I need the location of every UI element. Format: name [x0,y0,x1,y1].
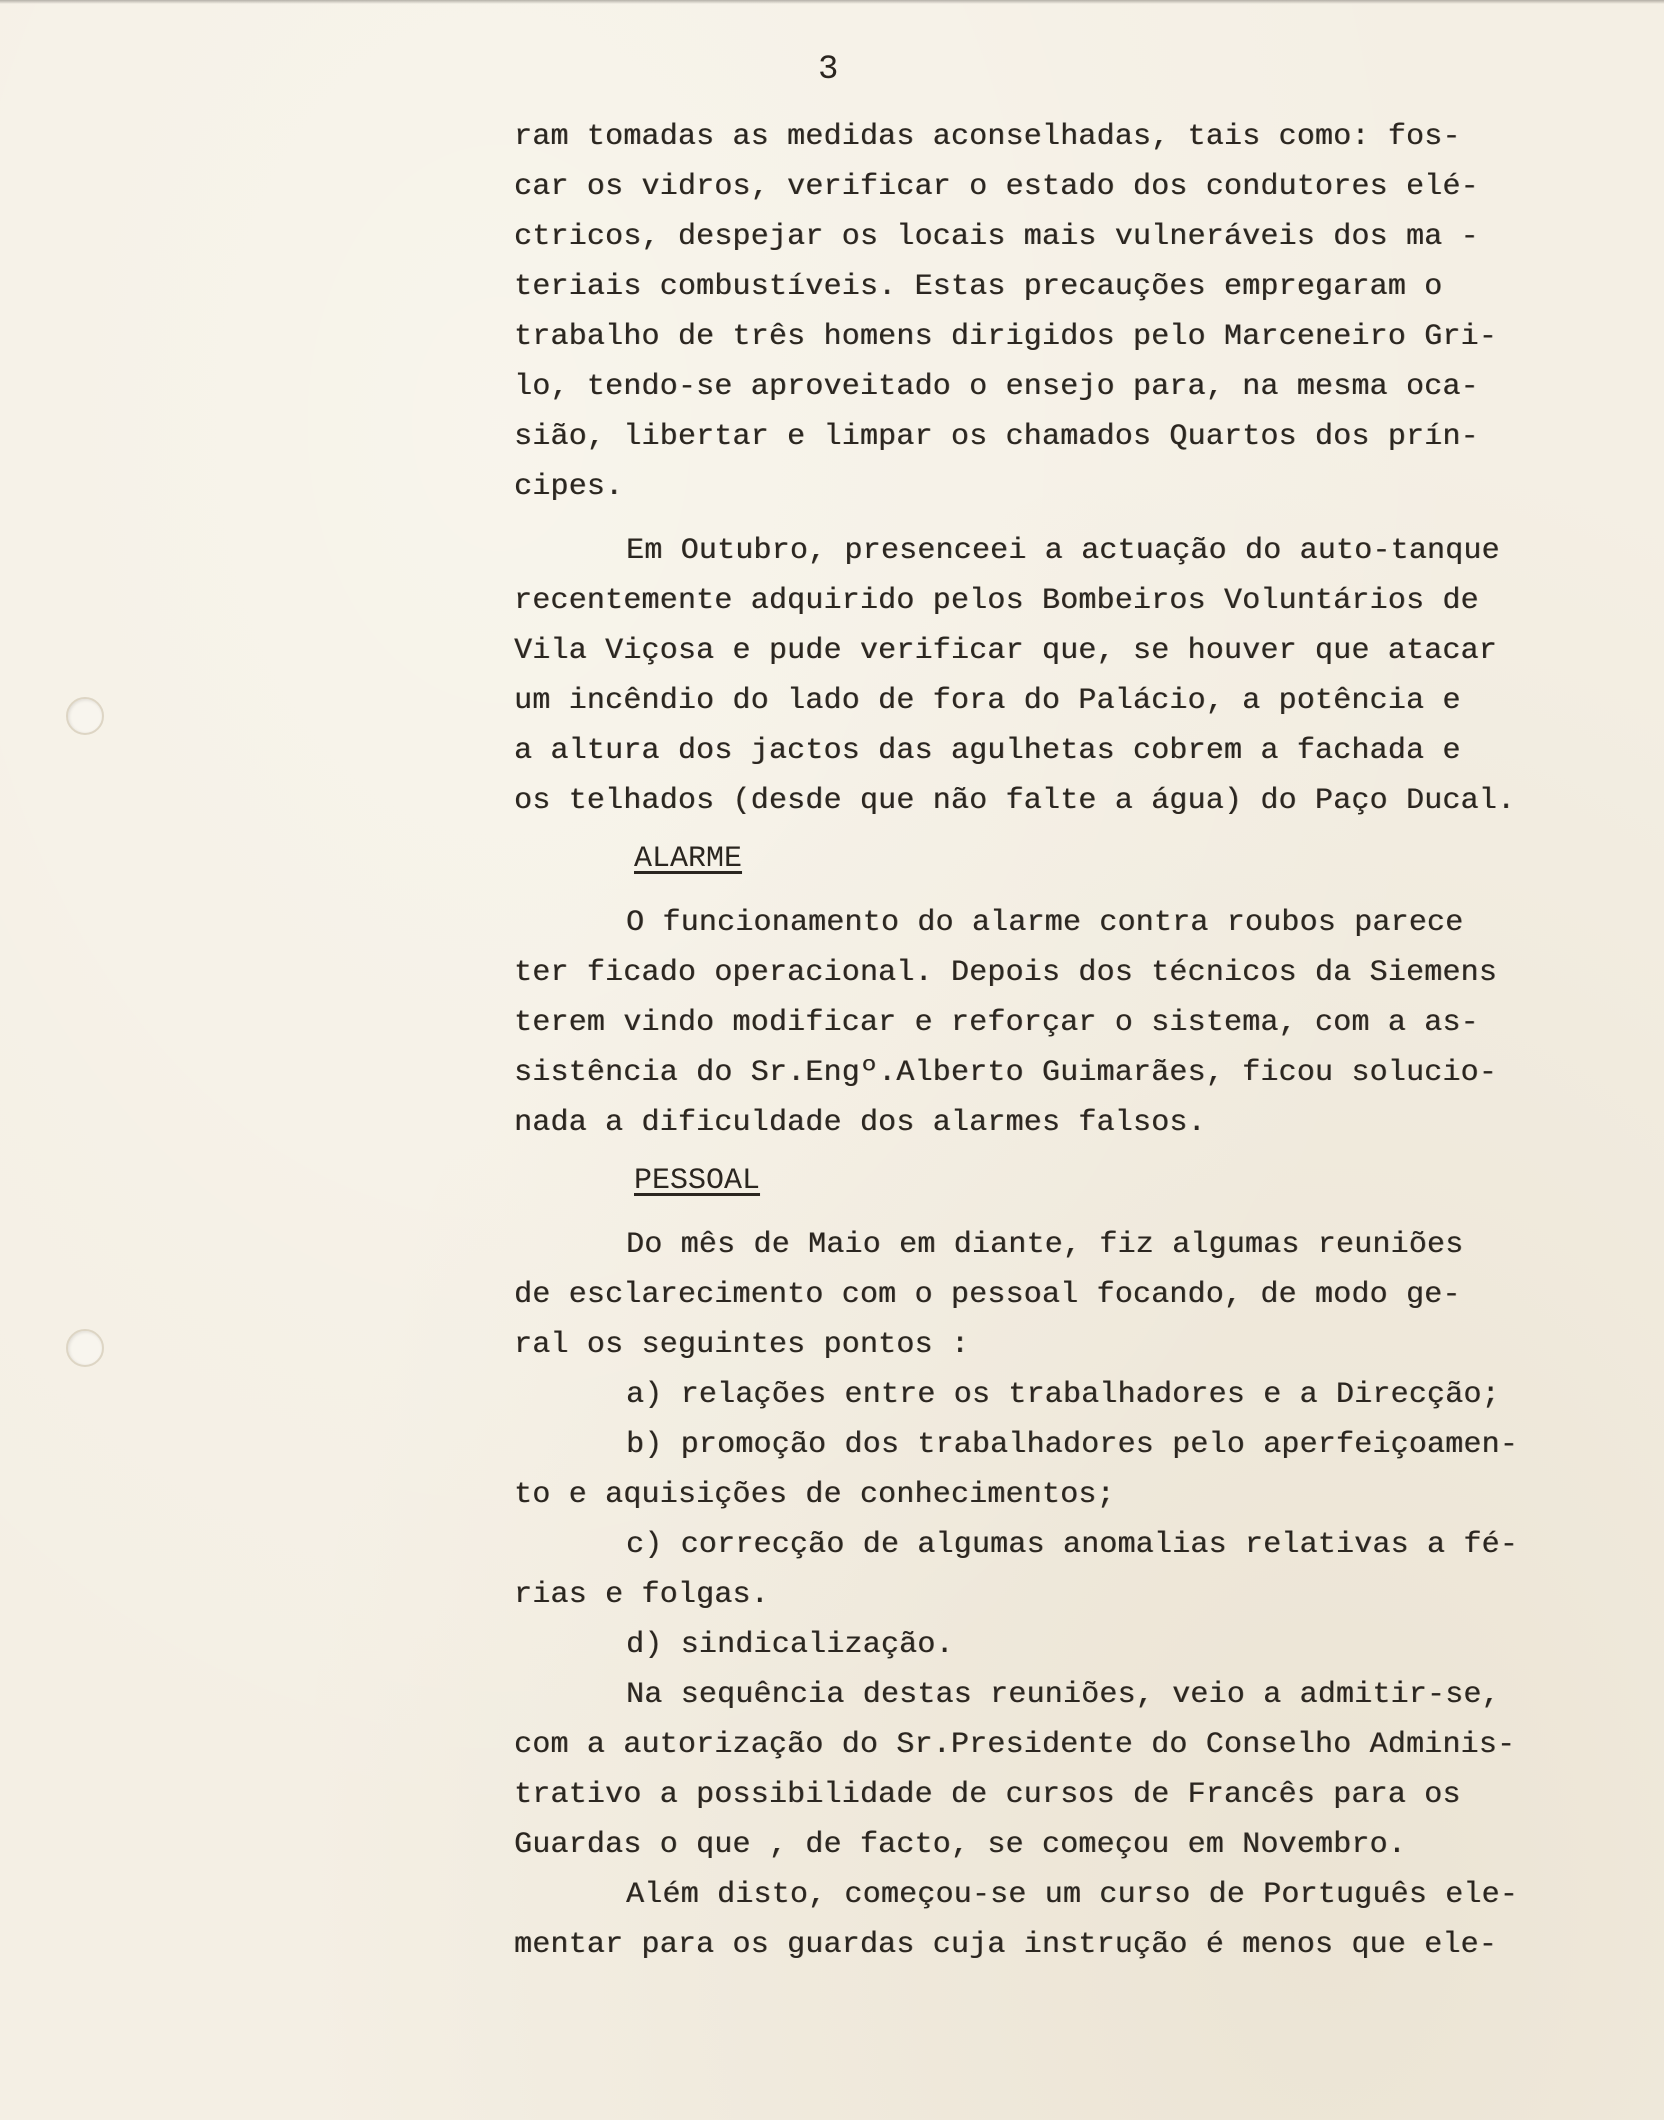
text-line: lo, tendo-se aproveitado o ensejo para, na mesma oca- [514,370,1479,404]
text-line: sião, libertar e limpar os chamados Quartos dos prín- [514,420,1479,454]
list-item: d) sindicalização. [626,1628,954,1662]
text-line: um incêndio do lado de fora do Palácio, a potência e [514,684,1461,718]
text-line: ram tomadas as medidas aconselhadas, tais como: fos- [514,120,1461,154]
section-heading-alarme [514,834,1630,884]
paragraph-portuguese-course [514,1870,1630,1970]
section-heading-pessoal [514,1156,1630,1206]
paragraph-precautions [514,112,1630,512]
punch-hole-upper [66,697,104,735]
punch-hole-lower [66,1329,104,1367]
text-line: trabalho de três homens dirigidos pelo Marceneiro Gri- [514,320,1497,354]
paragraph-fire-truck [514,526,1630,826]
heading-text: PESSOAL [634,1164,761,1198]
text-line: mentar para os guardas cuja instrução é menos que ele- [514,1928,1497,1962]
list-item-continuation: to e aquisições de conhecimentos; [514,1478,1115,1512]
text-line: nada a dificuldade dos alarmes falsos. [514,1106,1206,1140]
text-line: terem vindo modificar e reforçar o sistema, com a as- [514,1006,1479,1040]
text-line: cipes. [514,470,624,504]
text-line: os telhados (desde que não falte a água) do Paço Ducal. [514,784,1516,818]
paragraph-alarm [514,898,1630,1148]
paragraph-staff-meetings [514,1220,1630,1370]
text-line: Do mês de Maio em diante, fiz algumas reuniões [626,1228,1464,1262]
text-line: ctricos, despejar os locais mais vulneráveis dos ma - [514,220,1479,254]
document-body [514,112,1630,1970]
text-line: trativo a possibilidade de cursos de Francês para os [514,1778,1461,1812]
scan-edge [0,0,1664,4]
list-item: b) promoção dos trabalhadores pelo aperfeiçoamen- [626,1428,1518,1462]
text-line: recentemente adquirido pelos Bombeiros Voluntários de [514,584,1479,618]
text-line: teriais combustíveis. Estas precauções empregaram o [514,270,1443,304]
paragraph-gap [514,512,1630,526]
text-line: ral os seguintes pontos : [514,1328,970,1362]
text-line: ter ficado operacional. Depois dos técnicos da Siemens [514,956,1497,990]
text-line: Além disto, começou-se um curso de Português ele- [626,1878,1518,1912]
text-line: de esclarecimento com o pessoal focando, de modo ge- [514,1278,1461,1312]
list-item: c) correcção de algumas anomalias relativas a fé- [626,1528,1518,1562]
text-line: Em Outubro, presenceei a actuação do auto-tanque [626,534,1500,568]
heading-text: ALARME [634,842,743,876]
text-line: car os vidros, verificar o estado dos condutores elé- [514,170,1479,204]
text-line: com a autorização do Sr.Presidente do Conselho Adminis- [514,1728,1516,1762]
text-line: O funcionamento do alarme contra roubos parece [626,906,1464,940]
text-line: a altura dos jactos das agulhetas cobrem a fachada e [514,734,1461,768]
list-item-continuation: rias e folgas. [514,1578,769,1612]
paragraph-french-courses [514,1670,1630,1870]
meeting-points-list [514,1370,1630,1670]
page-number: 3 [818,51,839,89]
list-item: a) relações entre os trabalhadores e a Direcção; [626,1378,1500,1412]
text-line: sistência do Sr.Engº.Alberto Guimarães, ficou soluciо- [514,1056,1497,1090]
text-line: Na sequência destas reuniões, veio a admitir-se, [626,1678,1500,1712]
text-line: Vila Viçosa e pude verificar que, se houver que atacar [514,634,1497,668]
text-line: Guardas o que , de facto, se começou em Novembro. [514,1828,1406,1862]
